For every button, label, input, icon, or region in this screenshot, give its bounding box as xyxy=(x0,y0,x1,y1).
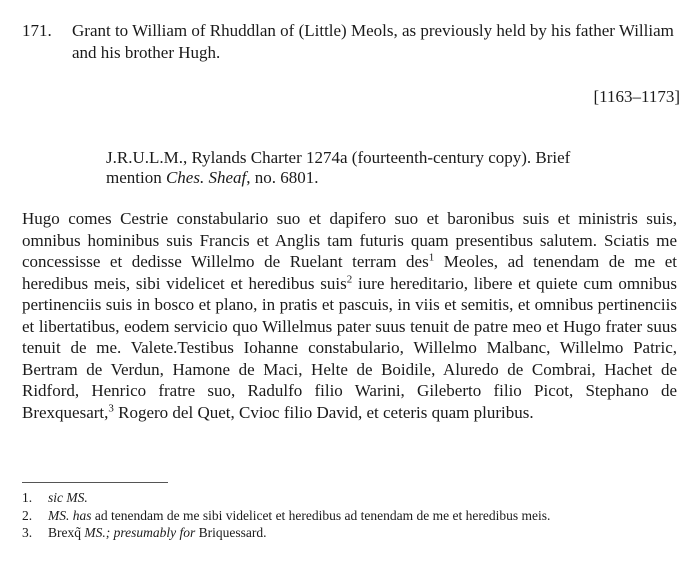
source-reference: , no. 6801. xyxy=(246,168,319,187)
footnote-ref-3: 3 xyxy=(108,401,114,414)
footnote-3 xyxy=(22,524,682,542)
footnotes xyxy=(22,489,682,542)
footnote-1 xyxy=(22,489,682,507)
charter-text-part: iure hereditario, libere et quiete cum omnibus pertinenciis suis in bosco et plano, in pratis et pascuis, in viis et semitis, et omnibus pertinenciis et libertatibus, eodem servicio quo Willelmus pater suus tenuit de patre meo et Hugo frater suus tenuit de me. Valete.Testibus Iohanne constabulario, Willelmo Malbanc, Willelmo Patric, Bertram de Verdun, Hamone de Maci, Helte de Boidile, Aluredo de Combrai, Hachet de Ridford, Henrico fratre suo, Radulfo filio Warini, Gileberto filio Picot, Stephano de Brexquesart, xyxy=(22,273,677,422)
footnote-text: Briquessard. xyxy=(195,525,267,540)
footnote-italic: MS. has xyxy=(48,507,92,523)
charter-text xyxy=(22,208,677,423)
footnote-number: 2. xyxy=(22,507,33,523)
footnote-number: 3. xyxy=(22,525,33,540)
charter-text-part: Hugo comes Cestrie constabulario suo et dapifero suo et baronibus suis et ministris suis, omnibus hominibus suis Francis et Anglis tam futuris quam presentibus salutem. Sciatis me concessisse et dedisse Willelmo de Ruelant terram des xyxy=(22,209,677,271)
footnote-ref-2: 2 xyxy=(346,272,353,285)
source-journal: Ches. Sheaf xyxy=(165,168,247,187)
footnote-ref-1: 1 xyxy=(428,251,435,264)
charter-text-part: Meoles, ad tenendam de me et heredibus meis, sibi videlicet et heredibus suis xyxy=(22,252,677,293)
source-text: J.R.U.L.M., Rylands Charter 1274a (fourteenth-century copy). Brief mention xyxy=(106,148,571,187)
footnote-text: Brexq̃ xyxy=(48,525,85,540)
entry-number: 171. xyxy=(22,21,52,40)
charter-text-part: Rogero del Quet, Cvioc filio David, et ceteris quam pluribus. xyxy=(113,402,534,422)
footnote-2 xyxy=(22,507,682,525)
footnote-divider xyxy=(22,482,168,483)
entry-date: [1163–1173] xyxy=(593,87,680,106)
entry-title: Grant to William of Rhuddlan of (Little) Meols, as previously held by his father William and his brother Hugh. xyxy=(72,21,674,62)
source-citation xyxy=(106,148,626,188)
footnote-text: ad tenendam de me sibi videlicet et heredibus ad tenendam de me et heredibus meis. xyxy=(91,507,551,523)
footnote-italic: MS.; presumably for xyxy=(84,525,196,540)
footnote-italic: sic MS. xyxy=(48,490,88,505)
footnote-number: 1. xyxy=(22,490,33,505)
